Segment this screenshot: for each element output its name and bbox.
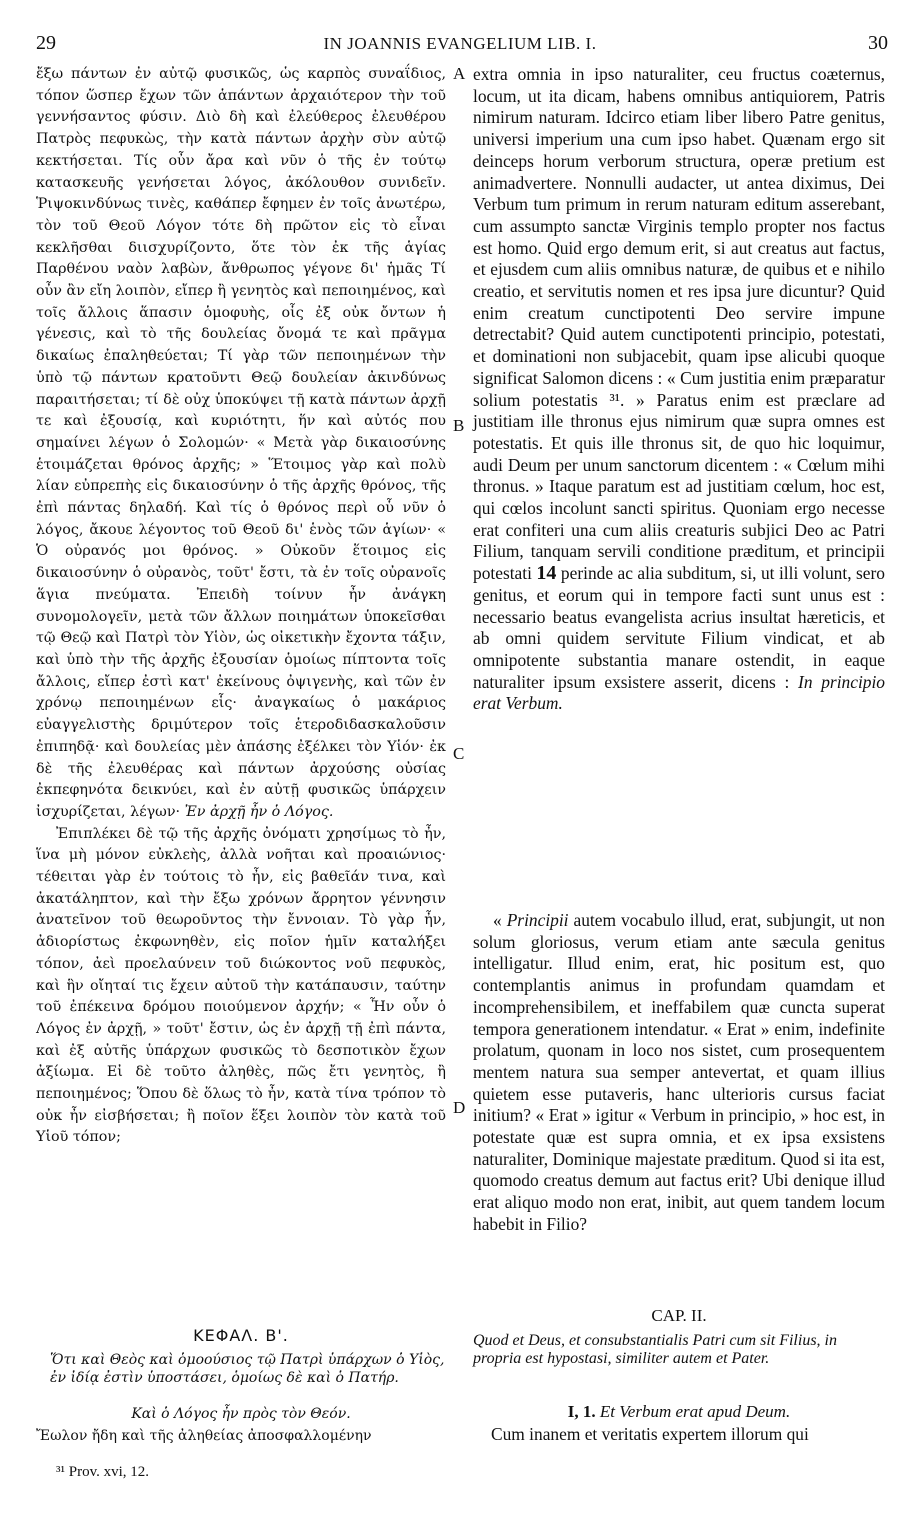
greek-paragraph-1 xyxy=(36,64,446,824)
latin-last-line: Cum inanem et veritatis expertem illorum qui xyxy=(491,1424,809,1444)
latin-principii: Principii xyxy=(506,910,569,930)
greek-column xyxy=(36,64,446,1149)
latin-chapter-heading: CAP. II. xyxy=(651,1306,707,1325)
margin-marker-d: D xyxy=(453,1098,466,1117)
column-number-marker: 14 xyxy=(536,562,557,585)
latin-paragraph-2-wrap xyxy=(473,910,885,1236)
margin-marker-b: B xyxy=(453,416,465,435)
greek-paragraph-2: Ἐπιπλέκει δὲ τῷ τῆς ἀρχῆς ὀνόματι χρησίμως τὸ ἦν, ἵνα μὴ μόνον εὐκλεὴς, ἀλλὰ νοῆται καὶ προαιώνιος· τέθειται γὰρ ἐν τούτοις τὸ ἦν, εἰς βαθεῖάν τινα, καὶ ἀκατάληπτον, καὶ τὴν ἔξω χρόνων ἄρρητον γέννησιν ἀνατεῖνον τοῦ θεωροῦντος τὴν ἔννοιαν. Τὸ γὰρ ἦν, ἀδιορίστως ἐκφωνηθὲν, εἰς ποῖον ἡμῖν καταλήξει τόπον, ἀεὶ προελαύνειν τοῦ διώκοντος νοῦ πεφυκὸς, καὶ ἣν οἴηταί τις ἔχειν αὐτοῦ τὴν κατάπαυσιν, ταύτην τοῦ ἐπέκεινα δρόμου ποιούμενον ἀρχήν; « Ἦν οὖν ὁ Λόγος ἐν ἀρχῇ, » τοῦτ' ἔστιν, ὡς ἐν ἀρχῇ τῇ ἐπὶ πάντα, καὶ ἐξ αὐτῆς ὑπάρχων φυσικῶς τὸ δεσποτικὸν ἔχων ἀξίωμα. Εἰ δὲ τοῦτο ἀληθὲς, πῶς ἔτι γενητὸς, ἢ πεποιημένος; Ὅπου δὲ ὅλως τὸ ἦν, κατὰ τίνα τρόπον τὸ οὐκ ἦν εἰσβήσεται; ἢ ποῖον ἕξει λοιπὸν τὸν κατὰ τοῦ Υἱοῦ τόπον; xyxy=(36,825,446,1146)
margin-marker-c: C xyxy=(453,744,465,763)
greek-quote-in-principio: Ἐν ἀρχῇ ἦν ὁ Λόγος. xyxy=(184,803,334,820)
latin-quote-in-principio: In principio erat Verbum. xyxy=(473,671,885,714)
greek-last-line: Ἔωλον ἤδη καὶ τῆς ἀληθείας ἀποσφαλλομένην xyxy=(36,1428,372,1444)
margin-marker-a: A xyxy=(453,64,466,83)
latin-verse-text: Et Verbum erat apud Deum. xyxy=(599,1402,791,1421)
greek-verse: Καὶ ὁ Λόγος ἦν πρὸς τὸν Θεόν. xyxy=(131,1406,351,1422)
latin-paragraph-1-cont: perinde ac alia subditum, si, ut illi volunt, sero genitus, et eorum qui in tempore facti sunt unus est : necessario beatus evangelista acrius insultat hæreticis, et ab omni quidem servitute Filium vindicat, et ab omnipotente substantia manare ostendit, in eaque naturaliter ipsum exsistere asserit, dicens : xyxy=(473,563,886,692)
latin-chapter-summary: Quod et Deus, et consubstantialis Patri cum sit Filius, in propria est hypostasi, similiter autem et Pater. xyxy=(473,1332,837,1367)
latin-paragraph-2-text: autem vocabulo illud, erat, subjungit, ut non solum gloriosus, verum etiam ante sæcula genitus intelligatur. Illud enim, erat, hic positum est, quo contemplantis animus in profundam quamdam et incomprehensibilem, et ineffabilem quæ cuncta superat tempora generationem intendatur. « Erat » enim, indefinite prolatum, quonam in loco nos sistet, cum prosequentem mentem natura sua semper antevertat, et quam illius quietem esse putaveris, hanc ulterioris cursus faciat initium? « Erat » igitur « Verbum in principio, » hoc est, in potestate quæ est supra omnia, et ex ipsa exsistens naturaliter, Dominique majestate præditum. Quod si ita est, quomodo creatus demum aut factus erit? Ubi denique illud erat aliquo modo non erat, inibit, aut quem tandem locum habebit in Filio? xyxy=(473,910,885,1234)
greek-chapter-heading: ΚΕΦΑΛ. Β'. xyxy=(193,1326,289,1345)
running-header xyxy=(30,32,890,60)
latin-paragraph-1 xyxy=(473,64,885,715)
latin-paragraph-2 xyxy=(473,910,885,1236)
greek-chapter-summary: Ὅτι καὶ Θεὸς καὶ ὁμοούσιος τῷ Πατρὶ ὑπάρχων ὁ Υἱὸς, ἐν ἰδίᾳ ἐστὶν ὑποστάσει, ὁμοίως δὲ καὶ ὁ Πατήρ. xyxy=(50,1352,445,1386)
verse-number: I, 1. xyxy=(567,1402,596,1421)
page-number-right: 30 xyxy=(868,32,888,54)
greek-paragraph-1-text: ἔξω πάντων ἐν αὐτῷ φυσικῶς, ὡς καρπὸς συναΐδιος, τόπον ὥσπερ ἔχων τῶν ἁπάντων ἀρχαιότερον τὴν τοῦ γεννήσαντος φύσιν. Διὸ δὴ καὶ ἐλεύθερος ἐλευθέρου Πατρὸς πεφυκὼς, τὴν κατὰ πάντων ἀρχὴν σὺν αὐτῷ κεκτήσεται. Τίς οὖν ἄρα καὶ νῦν ὁ τῆς ἐν τούτῳ κατασκευῆς γενήσεται λόγος, ἀκόλουθον συνιδεῖν. Ῥιψοκινδύνως τινὲς, καθάπερ ἔφημεν ἐν τοῖς ἀνωτέρω, τὸν τοῦ Θεοῦ Λόγον τότε δὴ πρῶτον εἰς τὸ εἶναι κεκλῆσθαι διισχυρίζοντο, ὅτε τὸν ἐκ τῆς ἁγίας Παρθένου ναὸν λαβὼν, ἄνθρωπος γέγονε δι' ἡμᾶς Τί οὖν ἂν εἴη λοιπὸν, εἴπερ ἢ γενητὸς καὶ πεποιημένος, καὶ τοῖς ἄλλοις ἅπασιν ὁμοφυὴς, οἷς ἐξ οὐκ ὄντων ἡ γένεσις, καὶ τὸ τῆς δουλείας ὄνομά τε καὶ πρᾶγμα δικαίως ἐπαληθεύεται; Τί γὰρ τῶν πεποιημένων τὴν ὑπὸ τῷ πάντων κρατοῦντι Θεῷ δουλείαν ἀκινδύνως παραιτήσεται; τί δὲ οὐχ ὑποκύψει τῇ κατὰ πάντων ἀρχῇ τε καὶ ἐξουσίᾳ, καὶ κυριότητι, ἥν καὶ αὐτός που σημαίνει λέγων ὁ Σολομών· « Μετὰ γὰρ δικαιοσύνης ἑτοιμάζεται θρόνος ἀρχῆς; » Ἕτοιμος γὰρ καὶ πολὺ λίαν εὐπρεπὴς εἰς δικαιοσύνην ὁ τῆς ἀρχῆς θρόνος, τῆς ἐπὶ πάντας δηλαδή. Καὶ τίς ὁ θρόνος περὶ οὗ νῦν ὁ λόγος, ἄκουε λέγοντος τοῦ Θεοῦ δι' ἑνὸς τῶν ἁγίων· « Ὁ οὐρανός μοι θρόνος. » Οὐκοῦν ἕτοιμος εἰς δικαιοσύνην ὁ οὐρανὸς, τοῦτ' ἔστι, τὰ ἐν τοῖς οὐρανοῖς ἅγια πνεύματα. Ἐπειδὴ τοίνυν ἦν ἀνάγκη συνομολογεῖν, μετὰ τῶν ἄλλων ποιημάτων ὑποκεῖσθαι τῷ Θεῷ καὶ Πατρὶ τὸν Υἱὸν, ὡς οἰκετικὴν ἔχοντα τάξιν, καὶ ὑπὸ τὴν τῆς ἀρχῆς ἐξουσίαν ὁμοίως πίπτοντα τοῖς ἄλλοις, εἴπερ ἐστὶ κατ' ἐκείνους ὀψιγενὴς, καὶ τῶν ἐν χρόνῳ πεποιημένων εἷς· ἀναγκαίως ὁ μακάριος εὐαγγελιστὴς δριμύτερον τοῖς ἑτεροδιδασκαλοῦσιν ἐπιπηδᾷ· καὶ δουλείας μὲν ἁπάσης ἐξέλκει τὸν Υἱόν· ἐκ δὲ τῆς ἐλευθέρας καὶ πάντων ἀρχούσης οὐσίας ἐκπεφηνότα δεικνύει, καὶ ἐν αὐτῇ φυσικῶς ὑπάρχειν ἰσχυρίζεται, λέγων· xyxy=(36,66,446,820)
page-number-left: 29 xyxy=(36,32,56,54)
running-title: IN JOANNIS EVANGELIUM LIB. I. xyxy=(323,34,597,53)
latin-column xyxy=(473,64,885,715)
latin-paragraph-1-text: extra omnia in ipso naturaliter, ceu fructus coæternus, locum, ut ita dicam, habens omnibus antiquiorem, Patris nimirum naturam. Idcirco etiam liber libero Patre genitus, universi imperium una cum ipso habet. Quænam ergo sit deinceps horum verborum structura, operæ pretium est animadvertere. Nonnulli audacter, ut antea diximus, Dei Verbum tum primum in rerum naturam editum asserebant, cum assumpto sanctæ Virginis templo propter nos factus est homo. Quid ergo demum erit, si aut creatus aut factus, et ejusdem cum aliis omnibus naturæ, de quibus et e nihilo creatio, et servitutis nomen et res ipsa jure dicuntur? Quid enim creatum cunctipotenti Deo servire impune detrectabit? Quid autem cunctipotenti principio, potestati, et dominationi non subjacebit, quam ipse alicubi quoque significat Salomon dicens : « Cum justitia enim præparatur solium potestatis ³¹. » Paratus enim est præclare ad justitiam ille thronus ejus nimirum quæ supra omnes est potestatis. Et quis ille thronus sit, de quo hic loquimur, audi Deum per unum sanctorum dicentem : « Cœlum mihi thronus. » Itaque paratum est ad justitiam cœlum, hoc est, qui cœlos incolunt sancti spiritus. Quoniam ergo necesse erat confiteri una cum aliis creaturis subjici Deo ac Patri Filium, tanquam servili conditione præditum, et principii potestati xyxy=(473,64,885,584)
footnote: ³¹ Prov. xvi, 12. xyxy=(56,1464,150,1480)
latin-verse xyxy=(473,1402,885,1422)
latin-quote-open: « xyxy=(493,910,507,930)
